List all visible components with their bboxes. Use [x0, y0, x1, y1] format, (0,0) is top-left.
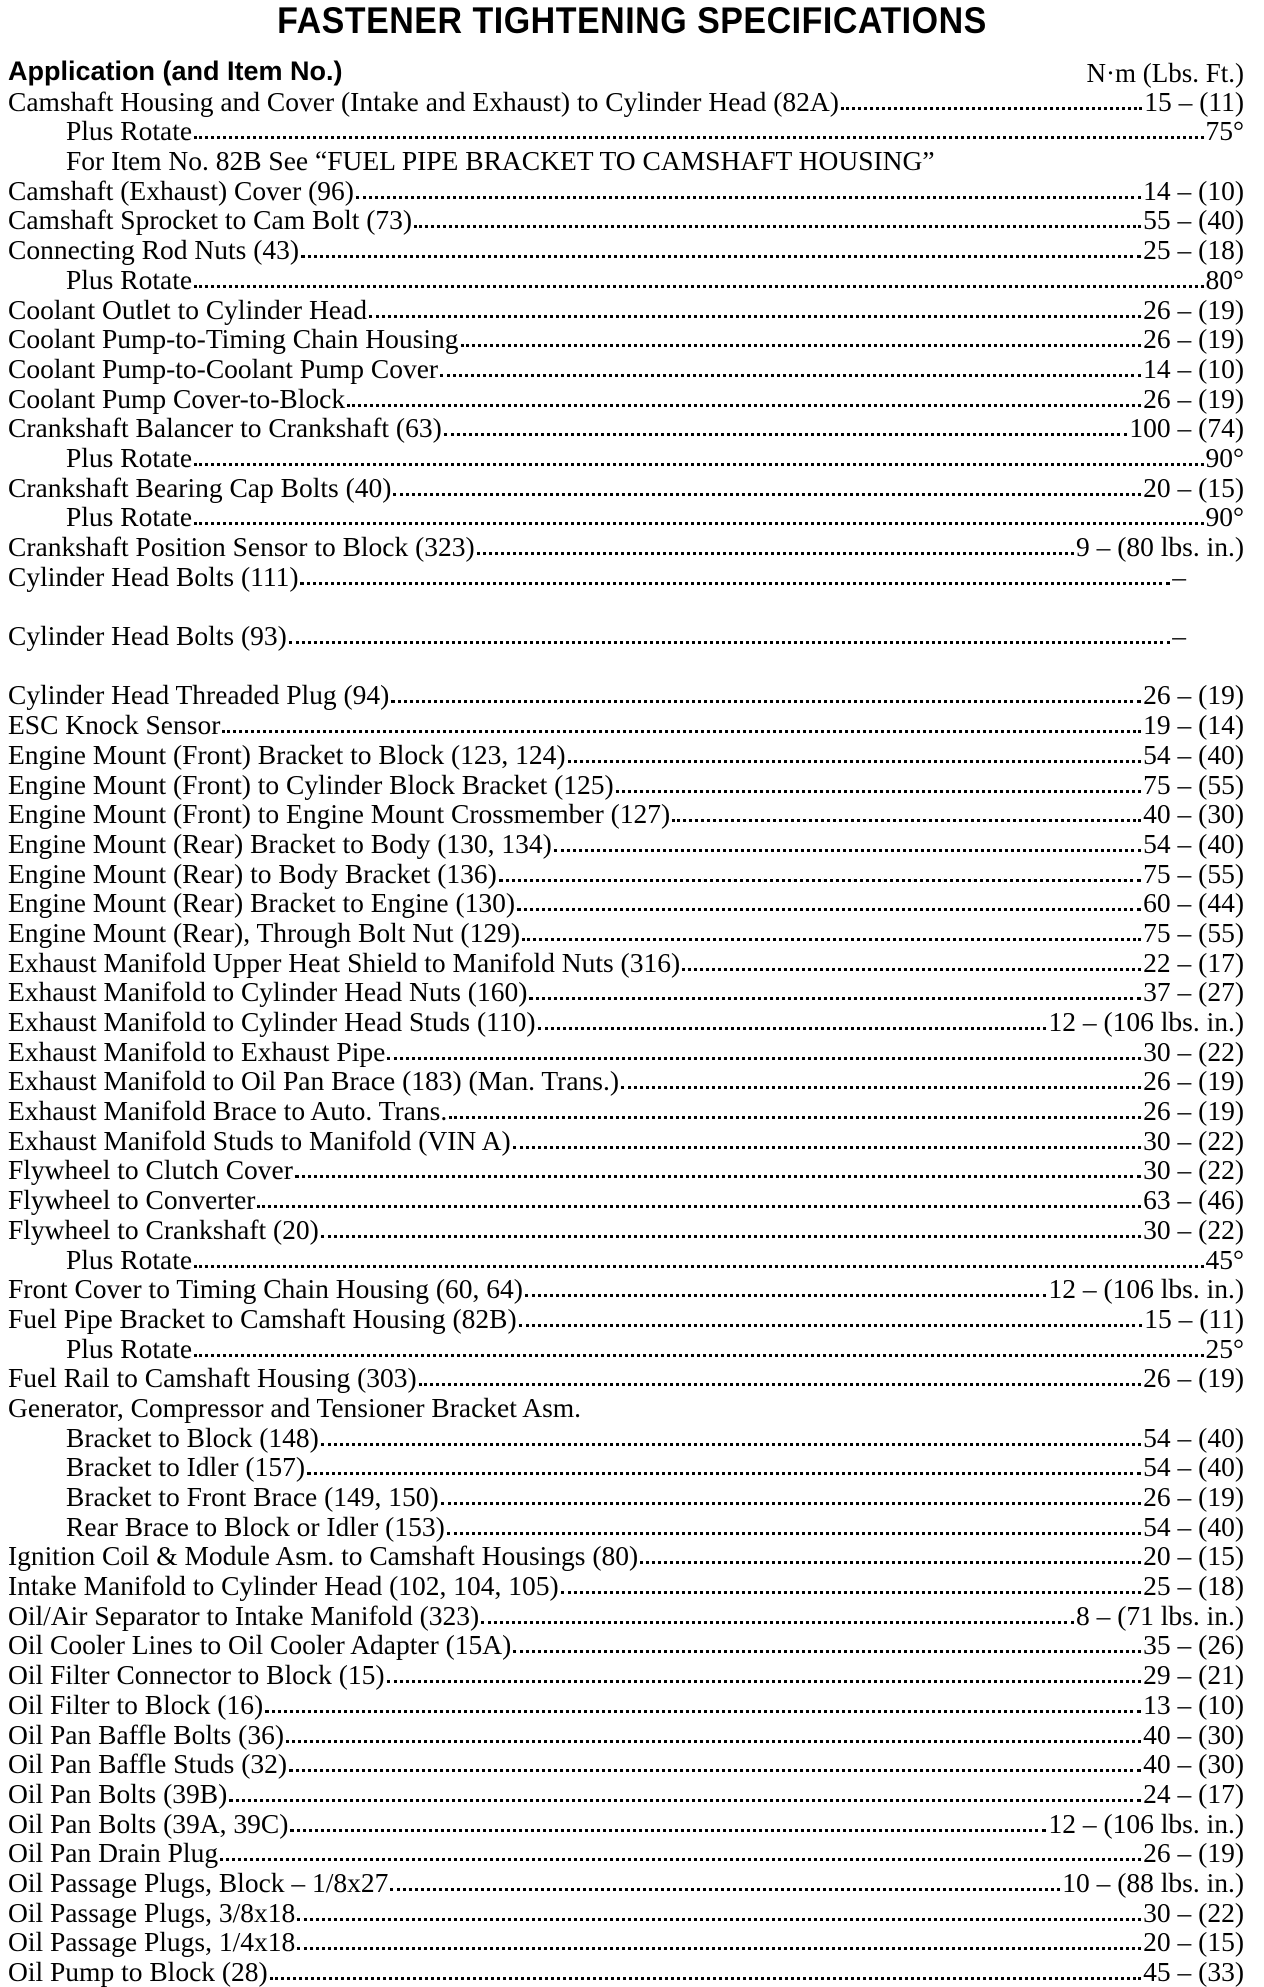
- spec-value: 54 – (40): [1143, 1451, 1244, 1483]
- spec-label: Exhaust Manifold Brace to Auto. Trans.: [8, 1095, 448, 1127]
- spec-label: Bracket to Idler (157): [66, 1451, 306, 1483]
- spec-label: Rear Brace to Block or Idler (153): [66, 1510, 445, 1542]
- spec-label: Exhaust Manifold to Exhaust Pipe: [8, 1035, 386, 1067]
- dot-leader: [449, 1116, 1141, 1119]
- dot-leader: [519, 1324, 1143, 1327]
- dot-leader: [194, 522, 1203, 525]
- spec-value: 15 – (11): [1144, 85, 1244, 117]
- spec-value: 30 – (22): [1143, 1154, 1244, 1186]
- spec-row: [8, 709, 1244, 739]
- dot-leader: [444, 433, 1128, 436]
- spec-value: 26 – (19): [1143, 382, 1244, 414]
- spec-label: Plus Rotate: [66, 1332, 193, 1364]
- spec-label: Coolant Outlet to Cylinder Head: [8, 293, 367, 325]
- dot-leader: [568, 760, 1142, 763]
- spec-value: 30 – (22): [1143, 1035, 1244, 1067]
- spec-row: [8, 205, 1244, 235]
- dot-leader: [499, 879, 1141, 882]
- spec-row: [8, 1570, 1244, 1600]
- spec-value: 90°: [1205, 501, 1244, 533]
- dot-leader: [347, 404, 1141, 407]
- spec-row: [8, 1511, 1244, 1541]
- dot-leader: [554, 849, 1141, 852]
- spec-label: Plus Rotate: [66, 263, 193, 295]
- spec-label: Engine Mount (Rear) Bracket to Body (130, 134): [8, 827, 552, 859]
- spec-label: Oil Pan Baffle Bolts (36): [8, 1718, 284, 1750]
- application-column-header: Application (and Item No.): [8, 56, 343, 86]
- spec-value: 30 – (22): [1143, 1896, 1244, 1928]
- spec-value: 25 – (18): [1143, 1570, 1244, 1602]
- spec-row: [8, 324, 1244, 354]
- spec-row: [8, 442, 1244, 472]
- spec-value: 26 – (19): [1143, 679, 1244, 711]
- dot-leader: [270, 1977, 1141, 1980]
- spec-value: 22 – (17): [1143, 946, 1244, 978]
- spec-value: 75 – (55): [1143, 768, 1244, 800]
- dot-leader: [356, 196, 1141, 199]
- spec-value: 14 – (10): [1143, 352, 1244, 384]
- spec-label: Oil Pan Bolts (39B): [8, 1777, 228, 1809]
- spec-row: [8, 1363, 1244, 1393]
- spec-value: 80°: [1205, 263, 1244, 295]
- spec-label: Camshaft Housing and Cover (Intake and Exhaust) to Cylinder Head (82A): [8, 85, 839, 117]
- spec-row: [8, 294, 1244, 324]
- spec-value: 12 – (106 lbs. in.): [1048, 1273, 1244, 1305]
- dot-leader: [390, 1888, 1060, 1891]
- spec-label: Oil Passage Plugs, Block – 1/8x27: [8, 1866, 389, 1898]
- spec-row: [8, 1066, 1244, 1096]
- spec-value: 55 – (40): [1143, 204, 1244, 236]
- spec-label: Camshaft Sprocket to Cam Bolt (73): [8, 204, 413, 236]
- dot-leader: [387, 1057, 1141, 1060]
- spec-row: [8, 620, 1244, 650]
- spec-value: 12 – (106 lbs. in.): [1048, 1006, 1244, 1037]
- dot-leader: [297, 1947, 1141, 1950]
- spec-label: Ignition Coil & Module Asm. to Camshaft Housings (80): [8, 1540, 639, 1572]
- spec-value: 45°: [1205, 1243, 1244, 1275]
- dot-leader: [529, 997, 1141, 1000]
- spec-label: Front Cover to Timing Chain Housing (60, 64): [8, 1273, 523, 1305]
- spec-label: Exhaust Manifold Studs to Manifold (VIN A): [8, 1124, 511, 1156]
- spec-value: 63 – (46): [1143, 1184, 1244, 1216]
- spec-value: 37 – (27): [1143, 976, 1244, 1008]
- spec-value: –: [1172, 560, 1186, 592]
- spec-row: [8, 1214, 1244, 1244]
- spec-row: [8, 1659, 1244, 1689]
- dot-leader: [440, 374, 1141, 377]
- spec-row: [8, 561, 1244, 591]
- dot-leader: [477, 552, 1074, 555]
- column-header-row: [8, 56, 1244, 86]
- spec-value: 8 – (71 lbs. in.): [1075, 1599, 1244, 1631]
- spec-row: [8, 1452, 1244, 1482]
- spacer-row: [8, 650, 1244, 680]
- dot-leader: [525, 1294, 1047, 1297]
- spec-label: For Item No. 82B See “FUEL PIPE BRACKET TO CAMSHAFT HOUSING”: [66, 145, 935, 177]
- spec-label: Exhaust Manifold to Oil Pan Brace (183) (Man. Trans.): [8, 1065, 620, 1097]
- spec-value: 20 – (15): [1143, 1540, 1244, 1572]
- spec-label: Fuel Pipe Bracket to Camshaft Housing (82B): [8, 1302, 517, 1334]
- dot-leader: [289, 641, 1170, 644]
- spec-value: 75 – (55): [1143, 916, 1244, 948]
- dot-leader: [640, 1561, 1141, 1564]
- spec-row: [8, 680, 1244, 710]
- spec-value: 26 – (19): [1143, 1065, 1244, 1097]
- dot-leader: [369, 315, 1141, 318]
- spec-label: Coolant Pump-to-Timing Chain Housing: [8, 323, 459, 355]
- spec-row: [8, 1867, 1244, 1897]
- spec-row: [8, 413, 1244, 443]
- dot-leader: [391, 700, 1141, 703]
- spec-value: 25°: [1205, 1332, 1244, 1364]
- spec-label: Crankshaft Position Sensor to Block (323): [8, 531, 475, 562]
- spec-row: [8, 472, 1244, 502]
- spec-row: [8, 888, 1244, 918]
- spec-value: 26 – (19): [1143, 323, 1244, 355]
- spec-value: 40 – (30): [1143, 1748, 1244, 1780]
- dot-leader: [194, 463, 1203, 466]
- spec-value: 25 – (18): [1143, 234, 1244, 266]
- spec-label: ESC Knock Sensor: [8, 709, 221, 741]
- dot-leader: [257, 1205, 1141, 1208]
- spec-label: Oil Passage Plugs, 3/8x18: [8, 1896, 296, 1928]
- dot-leader: [517, 908, 1141, 911]
- dot-leader: [522, 938, 1141, 941]
- spec-row: [8, 858, 1244, 888]
- dot-leader: [393, 493, 1141, 496]
- spec-value: 26 – (19): [1143, 1362, 1244, 1394]
- dot-leader: [387, 1680, 1142, 1683]
- dot-leader: [220, 1858, 1141, 1861]
- spec-label: Oil Pan Drain Plug: [8, 1837, 219, 1869]
- spec-label: Oil Filter Connector to Block (15): [8, 1659, 385, 1691]
- spec-value: 40 – (30): [1143, 1718, 1244, 1750]
- spec-row: [8, 1838, 1244, 1868]
- spec-row: [8, 1333, 1244, 1363]
- dot-leader: [321, 1443, 1141, 1446]
- dot-leader: [513, 1146, 1142, 1149]
- spec-label: Exhaust Manifold Upper Heat Shield to Manifold Nuts (316): [8, 946, 681, 978]
- spec-row: [8, 1184, 1244, 1214]
- spec-label: Plus Rotate: [66, 115, 193, 147]
- dot-leader: [419, 1383, 1142, 1386]
- dot-leader: [222, 730, 1141, 733]
- spec-label: Engine Mount (Front) Bracket to Block (123, 124): [8, 738, 566, 770]
- spec-row: [8, 739, 1244, 769]
- spec-row: [8, 234, 1244, 264]
- spec-value: 24 – (17): [1143, 1777, 1244, 1809]
- spec-row: [8, 383, 1244, 413]
- spec-label: Oil Pan Baffle Studs (32): [8, 1748, 288, 1780]
- dot-leader: [481, 1621, 1074, 1624]
- spec-value: 19 – (14): [1143, 709, 1244, 741]
- spec-label: Engine Mount (Rear), Through Bolt Nut (129): [8, 916, 520, 948]
- spec-row: [8, 1244, 1244, 1274]
- dot-leader: [300, 582, 1170, 585]
- spec-value: 100 – (74): [1129, 412, 1244, 444]
- spec-row: [8, 1392, 1244, 1422]
- spec-label: Bracket to Block (148): [66, 1421, 319, 1453]
- spec-row: [8, 145, 1244, 175]
- spec-value: 30 – (22): [1143, 1124, 1244, 1156]
- page-title: FASTENER TIGHTENING SPECIFICATIONS: [277, 0, 987, 42]
- spec-row: [8, 116, 1244, 146]
- dot-leader: [841, 107, 1142, 110]
- dot-leader: [295, 1175, 1141, 1178]
- spec-label: Crankshaft Bearing Cap Bolts (40): [8, 471, 392, 503]
- torque-column-header: N·m (Lbs. Ft.): [1086, 58, 1244, 88]
- dot-leader: [297, 1918, 1141, 1921]
- spec-row: [8, 828, 1244, 858]
- spec-row: [8, 1808, 1244, 1838]
- dot-leader: [672, 819, 1141, 822]
- spec-row: [8, 1125, 1244, 1155]
- dot-leader: [616, 790, 1142, 793]
- spec-value: 45 – (33): [1143, 1956, 1244, 1987]
- spec-row: [8, 1541, 1244, 1571]
- spec-row: [8, 1897, 1244, 1927]
- spec-label: Engine Mount (Rear) to Body Bracket (136): [8, 857, 497, 889]
- spec-value: 12 – (106 lbs. in.): [1048, 1807, 1244, 1839]
- dot-leader: [538, 1027, 1047, 1030]
- dot-leader: [289, 1769, 1141, 1772]
- spec-row: [8, 86, 1244, 116]
- spec-label: Plus Rotate: [66, 1243, 193, 1275]
- spec-row: [8, 1927, 1244, 1957]
- spec-value: 54 – (40): [1143, 1421, 1244, 1453]
- spec-value: 54 – (40): [1143, 738, 1244, 770]
- dot-leader: [513, 1650, 1141, 1653]
- spec-label: Plus Rotate: [66, 501, 193, 533]
- spec-value: 35 – (26): [1143, 1629, 1244, 1661]
- spec-row: [8, 1956, 1244, 1986]
- dot-leader: [286, 1740, 1141, 1743]
- spec-row: [8, 1630, 1244, 1660]
- dot-leader: [194, 136, 1203, 139]
- spec-row: [8, 1036, 1244, 1066]
- spec-value: 26 – (19): [1143, 1095, 1244, 1127]
- spec-value: 54 – (40): [1143, 827, 1244, 859]
- spacer-row: [8, 591, 1244, 621]
- spec-row: [8, 917, 1244, 947]
- spec-row: [8, 1303, 1244, 1333]
- spec-row: [8, 1689, 1244, 1719]
- dot-leader: [561, 1591, 1142, 1594]
- spec-value: 29 – (21): [1143, 1659, 1244, 1691]
- spec-label: Oil/Air Separator to Intake Manifold (323): [8, 1599, 480, 1631]
- spec-label: Oil Pump to Block (28): [8, 1956, 268, 1987]
- spec-row: [8, 264, 1244, 294]
- spec-value: 26 – (19): [1143, 293, 1244, 325]
- spec-row: [8, 1749, 1244, 1779]
- spec-label: Engine Mount (Rear) Bracket to Engine (130): [8, 887, 516, 919]
- spec-row: [8, 1006, 1244, 1036]
- dot-leader: [301, 255, 1141, 258]
- spec-row: [8, 1719, 1244, 1749]
- spec-row: [8, 353, 1244, 383]
- spec-value: –: [1172, 620, 1186, 652]
- dot-leader: [682, 968, 1141, 971]
- spec-row: [8, 502, 1244, 532]
- spec-row: [8, 531, 1244, 561]
- spec-label: Cylinder Head Bolts (111): [8, 560, 299, 592]
- spec-table: [8, 86, 1244, 1986]
- dot-leader: [461, 344, 1142, 347]
- spec-label: Flywheel to Crankshaft (20): [8, 1213, 319, 1245]
- spec-label: Camshaft (Exhaust) Cover (96): [8, 174, 354, 206]
- spec-row: [8, 1422, 1244, 1452]
- spec-label: Oil Pan Bolts (39A, 39C): [8, 1807, 289, 1839]
- spec-label: Crankshaft Balancer to Crankshaft (63): [8, 412, 442, 444]
- spec-value: 14 – (10): [1143, 174, 1244, 206]
- spec-label: Bracket to Front Brace (149, 150): [66, 1481, 439, 1512]
- spec-value: 10 – (88 lbs. in.): [1062, 1866, 1244, 1898]
- spec-label: Coolant Pump-to-Coolant Pump Cover: [8, 352, 439, 384]
- dot-leader: [441, 1502, 1141, 1505]
- spec-row: [8, 769, 1244, 799]
- spec-row: [8, 1155, 1244, 1185]
- spec-value: 26 – (19): [1143, 1481, 1244, 1512]
- spec-value: 20 – (15): [1143, 1926, 1244, 1958]
- spec-label: Intake Manifold to Cylinder Head (102, 104, 105): [8, 1570, 559, 1602]
- spec-label: Oil Cooler Lines to Oil Cooler Adapter (15A): [8, 1629, 512, 1661]
- spec-value: 75 – (55): [1143, 857, 1244, 889]
- dot-leader: [194, 1354, 1203, 1357]
- dot-leader: [307, 1472, 1141, 1475]
- spec-label: Plus Rotate: [66, 441, 193, 473]
- spec-value: 40 – (30): [1143, 798, 1244, 830]
- spec-value: 90°: [1205, 441, 1244, 473]
- spec-value: 9 – (80 lbs. in.): [1075, 531, 1244, 562]
- spec-row: [8, 977, 1244, 1007]
- spec-value: 60 – (44): [1143, 887, 1244, 919]
- spec-row: [8, 1481, 1244, 1511]
- spec-label: Exhaust Manifold to Cylinder Head Nuts (160): [8, 976, 528, 1008]
- spec-label: Flywheel to Converter: [8, 1184, 256, 1216]
- dot-leader: [229, 1799, 1141, 1802]
- dot-leader: [194, 285, 1203, 288]
- spec-row: [8, 1600, 1244, 1630]
- spec-label: Engine Mount (Front) to Engine Mount Crossmember (127): [8, 798, 671, 830]
- spec-value: 75°: [1205, 115, 1244, 147]
- spec-label: Oil Passage Plugs, 1/4x18: [8, 1926, 296, 1958]
- dot-leader: [321, 1235, 1141, 1238]
- spec-value: 54 – (40): [1143, 1510, 1244, 1542]
- dot-leader: [290, 1829, 1046, 1832]
- spec-value: 13 – (10): [1143, 1688, 1244, 1720]
- spec-row: [8, 1274, 1244, 1304]
- spec-value: 15 – (11): [1144, 1302, 1244, 1334]
- spec-label: Oil Filter to Block (16): [8, 1688, 264, 1720]
- spec-row: [8, 175, 1244, 205]
- spec-value: 30 – (22): [1143, 1213, 1244, 1245]
- spec-label: Exhaust Manifold to Cylinder Head Studs (110): [8, 1006, 536, 1037]
- dot-leader: [447, 1532, 1141, 1535]
- spec-label: Flywheel to Clutch Cover: [8, 1154, 293, 1186]
- spec-label: Coolant Pump Cover-to-Block: [8, 382, 346, 414]
- dot-leader: [414, 225, 1141, 228]
- spec-row: [8, 799, 1244, 829]
- spec-label: Generator, Compressor and Tensioner Bracket Asm.: [8, 1391, 582, 1423]
- dot-leader: [265, 1710, 1141, 1713]
- spec-label: Fuel Rail to Camshaft Housing (303): [8, 1362, 417, 1394]
- spec-row: [8, 1095, 1244, 1125]
- spec-row: [8, 1778, 1244, 1808]
- spec-label: Engine Mount (Front) to Cylinder Block Bracket (125): [8, 768, 614, 800]
- dot-leader: [194, 1265, 1203, 1268]
- spec-value: 20 – (15): [1143, 471, 1244, 503]
- spec-value: 26 – (19): [1143, 1837, 1244, 1869]
- spec-row: [8, 947, 1244, 977]
- spec-label: Connecting Rod Nuts (43): [8, 234, 300, 266]
- spec-label: Cylinder Head Bolts (93): [8, 620, 287, 652]
- spec-label: Cylinder Head Threaded Plug (94): [8, 679, 390, 711]
- dot-leader: [621, 1086, 1141, 1089]
